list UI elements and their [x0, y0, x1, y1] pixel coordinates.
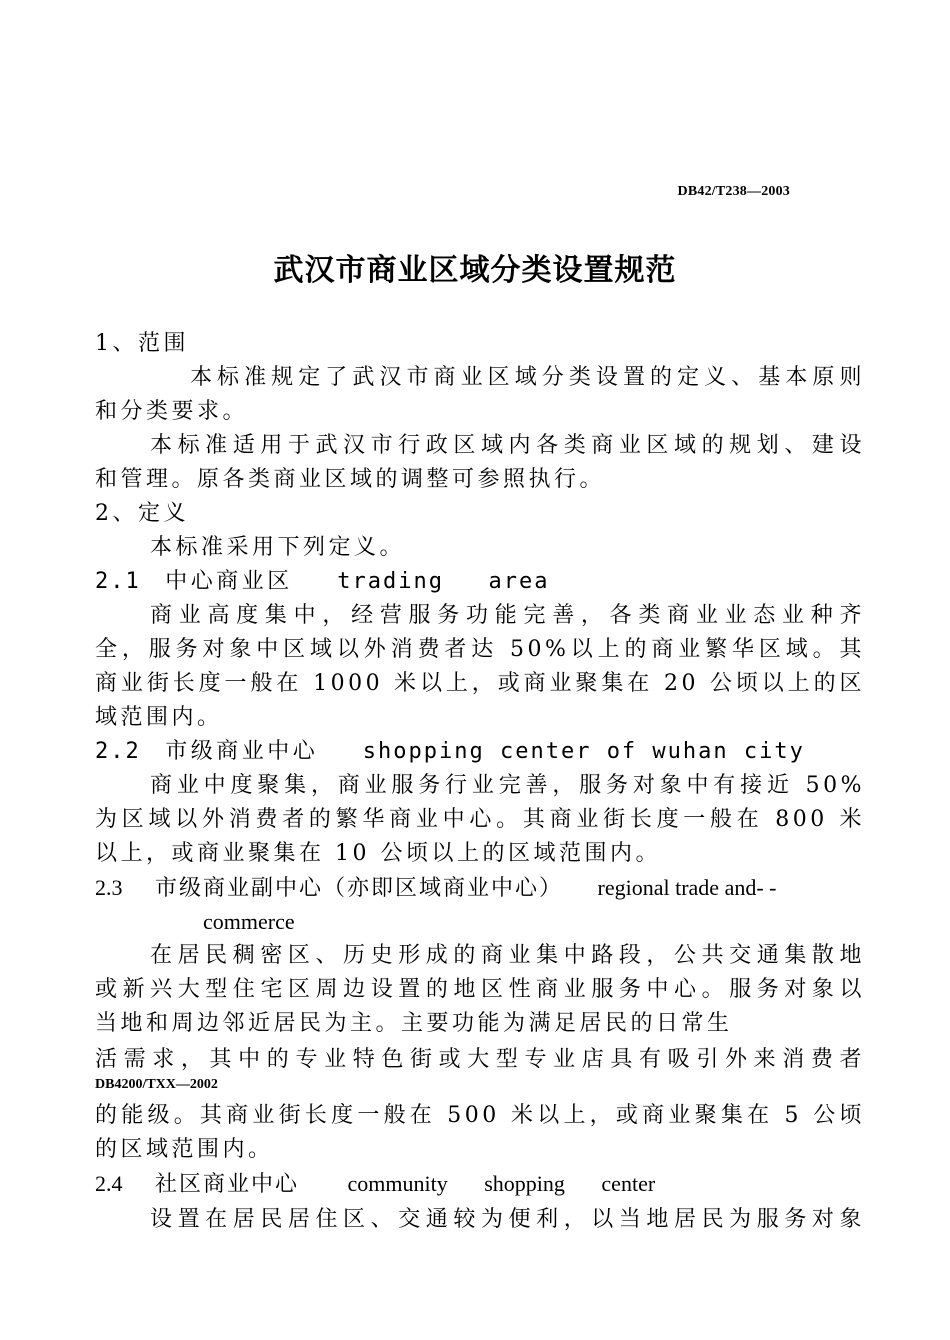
definition-number: 2.3 — [95, 875, 123, 900]
definition-term-en: center — [601, 1171, 656, 1196]
definition-number: 2.1 — [95, 569, 141, 594]
section-1-heading: 1、范围 — [95, 331, 189, 356]
definition-2-3-heading — [95, 871, 865, 906]
definition-term-cn: 中心商业区 — [165, 569, 293, 594]
definition-term-en: shopping center of wuhan city — [362, 739, 805, 764]
standard-code: DB42/T238—2003 — [677, 184, 790, 199]
definition-2-4-heading — [95, 1167, 865, 1202]
definition-number: 2.4 — [95, 1171, 123, 1196]
definition-term-cn: 市级商业中心 — [165, 739, 319, 764]
paragraph-line: 为区域以外消费者的繁华商业中心。其商业街长度一般在 800 米 — [95, 807, 865, 832]
definition-term-en: trading — [337, 569, 444, 594]
definition-term-cn: 社区商业中心 — [155, 1172, 300, 1197]
paragraph-line: 或新兴大型住宅区周边设置的地区性商业服务中心。服务对象以 — [95, 977, 865, 1002]
definition-term-en: community — [347, 1171, 448, 1196]
section-2-heading: 2、定义 — [95, 501, 189, 526]
paragraph-line: 的区域范围内。 — [95, 1137, 274, 1162]
paragraph-line: 商业高度集中，经营服务功能完善，各类商业业态业种齐 — [150, 603, 865, 628]
paragraph-line: 域范围内。 — [95, 705, 223, 730]
paragraph-line: 当地和周边邻近居民为主。主要功能为满足居民的日常生 — [95, 1011, 733, 1036]
definition-term-cn: 市级商业副中心（亦即区域商业中心） — [155, 876, 564, 901]
paragraph-line: 商业中度聚集，商业服务行业完善，服务对象中有接近 50% — [150, 773, 865, 798]
paragraph-line: 商业街长度一般在 1000 米以上，或商业聚集在 20 公顷以上的区 — [95, 671, 865, 696]
paragraph-line: 的能级。其商业街长度一般在 500 米以上，或商业聚集在 5 公顷 — [95, 1103, 865, 1128]
definition-term-en: commerce — [203, 909, 295, 934]
paragraph-line: 和分类要求。 — [95, 399, 249, 424]
paragraph-line: 和管理。原各类商业区域的调整可参照执行。 — [95, 467, 606, 492]
definition-2-1-heading — [95, 565, 865, 599]
paragraph-line: 以上，或商业聚集在 10 公顷以上的区域范围内。 — [95, 841, 661, 866]
paragraph-line: 本标准规定了武汉市商业区域分类设置的定义、基本原则 — [190, 365, 865, 390]
definition-number: 2.2 — [95, 739, 141, 764]
definition-term-en: area — [488, 569, 550, 594]
definition-term-en: regional trade and- - — [597, 875, 777, 900]
definition-2-2-heading — [95, 735, 865, 769]
paragraph-line: 设置在居民居住区、交通较为便利，以当地居民为服务对象 — [150, 1207, 865, 1232]
running-code: DB4200/TXX—2002 — [95, 1077, 218, 1092]
paragraph-line: 在居民稠密区、历史形成的商业集中路段，公共交通集散地 — [150, 943, 865, 968]
paragraph-line: 活需求，其中的专业特色街或大型专业店具有吸引外来消费者 — [95, 1047, 865, 1072]
page-title: 武汉市商业区域分类设置规范 — [273, 253, 677, 288]
definition-term-en: shopping — [484, 1171, 565, 1196]
paragraph-line: 本标准采用下列定义。 — [150, 535, 406, 560]
paragraph-line: 全，服务对象中区域以外消费者达 50%以上的商业繁华区域。其 — [95, 637, 865, 662]
paragraph-line: 本标准适用于武汉市行政区域内各类商业区域的规划、建设 — [150, 433, 865, 458]
